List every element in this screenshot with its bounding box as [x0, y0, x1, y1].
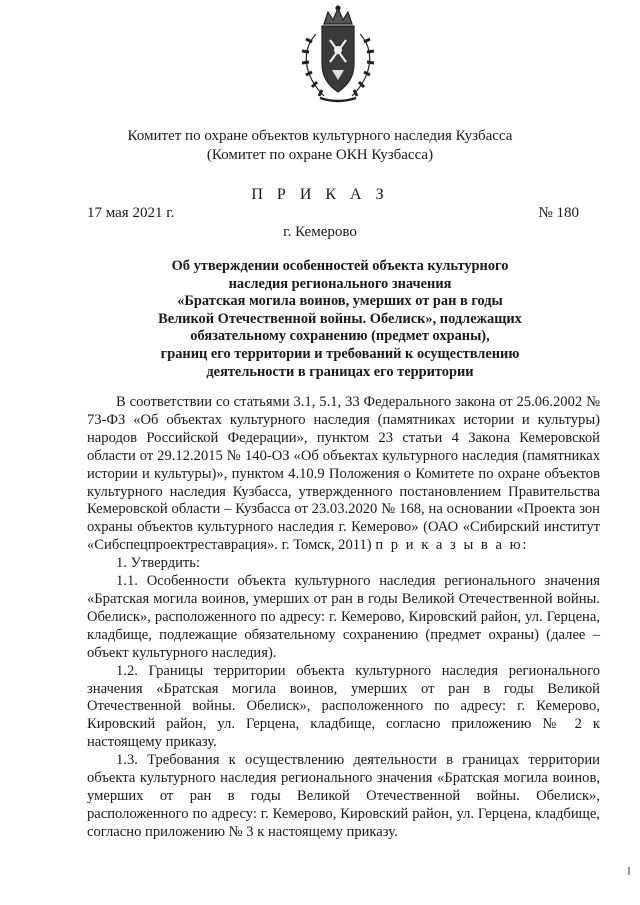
order-body [87, 394, 600, 842]
order-date: 17 мая 2021 г. [87, 205, 175, 221]
preamble-text: В соответствии со статьями 3.1, 5.1, 33 Федерального закона от 25.06.2002 № 73-ФЗ «Об объектах культурного наследия (памятниках истории и культуры) народов Российской Федерации», пунктом 23 статьи 4 Закона Кемеровской области от 29.12.2015 № 140-ОЗ «Об объектах культурного наследия (памятниках истории и культуры)», пунктом 4.10.9 Положения о Комитете по охране объектов культурного наследия Кузбасса, утвержденного постановлением Правительства Кемеровской области – Кузбасса от 23.03.2020 № 168, на основании «Проекта зон охраны объектов культурного наследия г. Кемерово» (ОАО «Сибирский институт «Сибспецпроектреставрация». г. Томск, 2011) [87, 394, 600, 554]
order-title-line: «Братская могила воинов, умерших от ран в годы [177, 293, 503, 310]
clause-1-3: 1.3. Требования к осуществлению деятельности в границах территории объекта культурного наследия регионального значения «Братская могила воинов, умерших от ран в годы Великой Отечественной войны. Обелиск», расположенного по адресу: г. Кемерово, Кировский район, ул. Герцена, кладбище, согласно приложению № 3 к настоящему приказу. [87, 752, 600, 840]
order-city: г. Кемерово [283, 224, 357, 240]
order-number: № 180 [538, 205, 579, 221]
clause-1: 1. Утвердить: [116, 555, 201, 572]
document-type: П Р И К А З [251, 186, 389, 203]
coat-of-arms-icon [294, 4, 382, 108]
organization-short-name: (Комитет по охране ОКН Кузбасса) [206, 147, 434, 163]
order-title-line: Великой Отечественной войны. Обелиск», подлежащих [158, 310, 522, 327]
order-title-line: наследия регионального значения [228, 275, 452, 292]
organization-name: Комитет по охране объектов культурного наследия Кузбасса [127, 128, 513, 144]
margin-mark [627, 862, 632, 870]
clause-1-1: 1.1. Особенности объекта культурного наследия регионального значения «Братская могила воинов, умерших от ран в годы Великой Отечественной войны. Обелиск», расположенного по адресу: г. Кемерово, Кировский район, ул. Герцена, кладбище, подлежащие обязательному сохранению (предмет охраны) (далее – объект культурного наследия). [87, 573, 600, 661]
order-title-line: Об утверждении особенностей объекта культурного [171, 258, 509, 274]
order-title [140, 258, 540, 381]
preamble-paragraph [87, 394, 600, 555]
clause-1-2: 1.2. Границы территории объекта культурного наследия регионального значения «Братская могила воинов, умерших от ран в годы Великой Отечественной войны. Обелиск», расположенного по адресу: г. Кемерово, Кировский район, ул. Герцена, кладбище, согласно приложению № 2 к настоящему приказу. [87, 662, 600, 751]
order-title-line: обязательному сохранению (предмет охраны), [190, 328, 490, 345]
order-title-line: границ его территории и требований к осуществлению [160, 345, 520, 362]
order-word: п р и к а з ы в а ю: [375, 537, 529, 554]
order-title-line: деятельности в границах его территории [206, 363, 474, 380]
